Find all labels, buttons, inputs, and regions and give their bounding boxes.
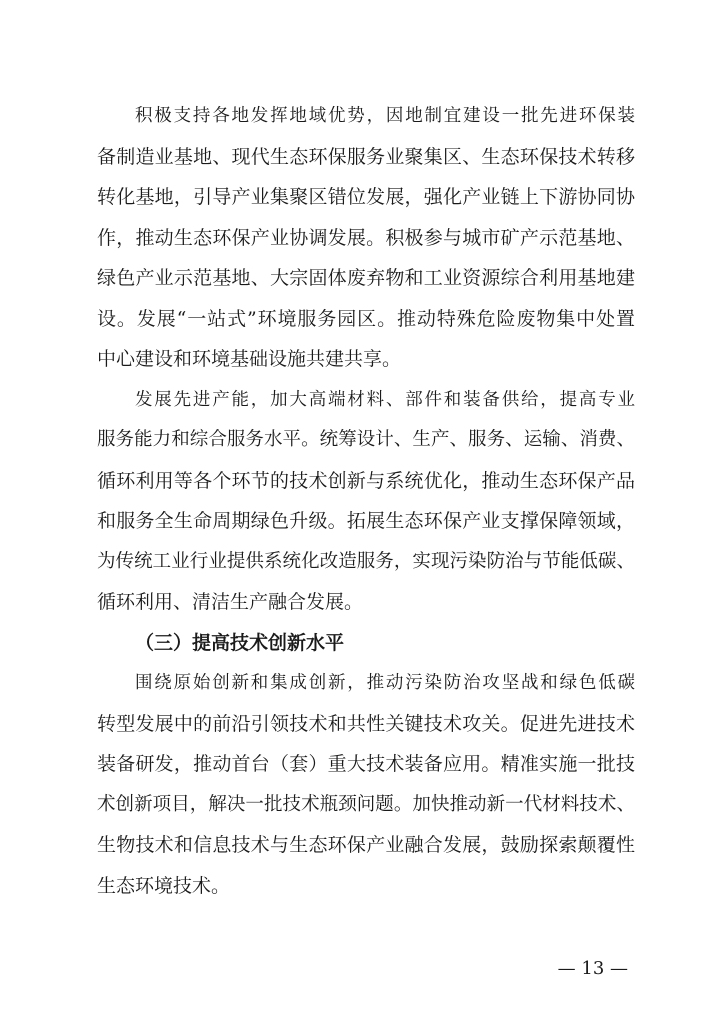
text-line: 积极支持各地发挥地域优势，因地制宜建设一批先进环保装 (135, 106, 635, 126)
text-line: 循环利用、清洁生产融合发展。 (97, 591, 364, 613)
text-line: 和服务全生命周期绿色升级。拓展生态环保产业支撑保障领域， (97, 510, 635, 532)
document-body (97, 96, 635, 906)
text-line: 转化基地，引导产业集聚区错位发展，强化产业链上下游协同协 (97, 186, 635, 208)
text-line: 作，推动生态环保产业协调发展。积极参与城市矿产示范基地、 (97, 226, 635, 249)
text-line: 为传统工业行业提供系统化改造服务，实现污染防治与节能低碳、 (97, 550, 635, 572)
text-line: 术创新项目，解决一批技术瓶颈问题。加快推动新一代材料技术、 (97, 793, 635, 815)
text-line: 装备研发，推动首台（套）重大技术装备应用。精准实施一批技 (97, 753, 635, 775)
text-line: 生态环境技术。 (97, 874, 231, 897)
section-heading: （三）提高技术创新水平 (135, 631, 345, 654)
text-line: 转型发展中的前沿引领技术和共性关键技术攻关。促进先进技术 (97, 712, 635, 735)
paragraph-regional-bases (97, 96, 635, 380)
paragraph-advanced-capacity (97, 380, 635, 623)
paragraph-technology-innovation (97, 663, 635, 906)
text-line: 绿色产业示范基地、大宗固体废弃物和工业资源综合利用基地建 (97, 267, 635, 289)
text-line: 围绕原始创新和集成创新，推动污染防治攻坚战和绿色低碳 (135, 673, 635, 693)
text-line: 发展先进产能，加大高端材料、部件和装备供给，提高专业 (135, 389, 635, 410)
text-line: 循环利用等各个环节的技术创新与系统优化，推动生态环保产品 (97, 469, 635, 492)
text-line: 生物技术和信息技术与生态环保产业融合发展，鼓励探索颠覆性 (97, 834, 635, 856)
text-line: 中心建设和环境基础设施共建共享。 (97, 348, 402, 370)
text-line: 服务能力和综合服务水平。统筹设计、生产、服务、运输、消费、 (97, 429, 635, 450)
text-line: 设。发展“一站式”环境服务园区。推动特殊危险废物集中处置 (97, 307, 635, 330)
page-number: — 13 — (557, 958, 628, 979)
text-line: 备制造业基地、现代生态环保服务业聚集区、生态环保技术转移 (97, 145, 635, 168)
